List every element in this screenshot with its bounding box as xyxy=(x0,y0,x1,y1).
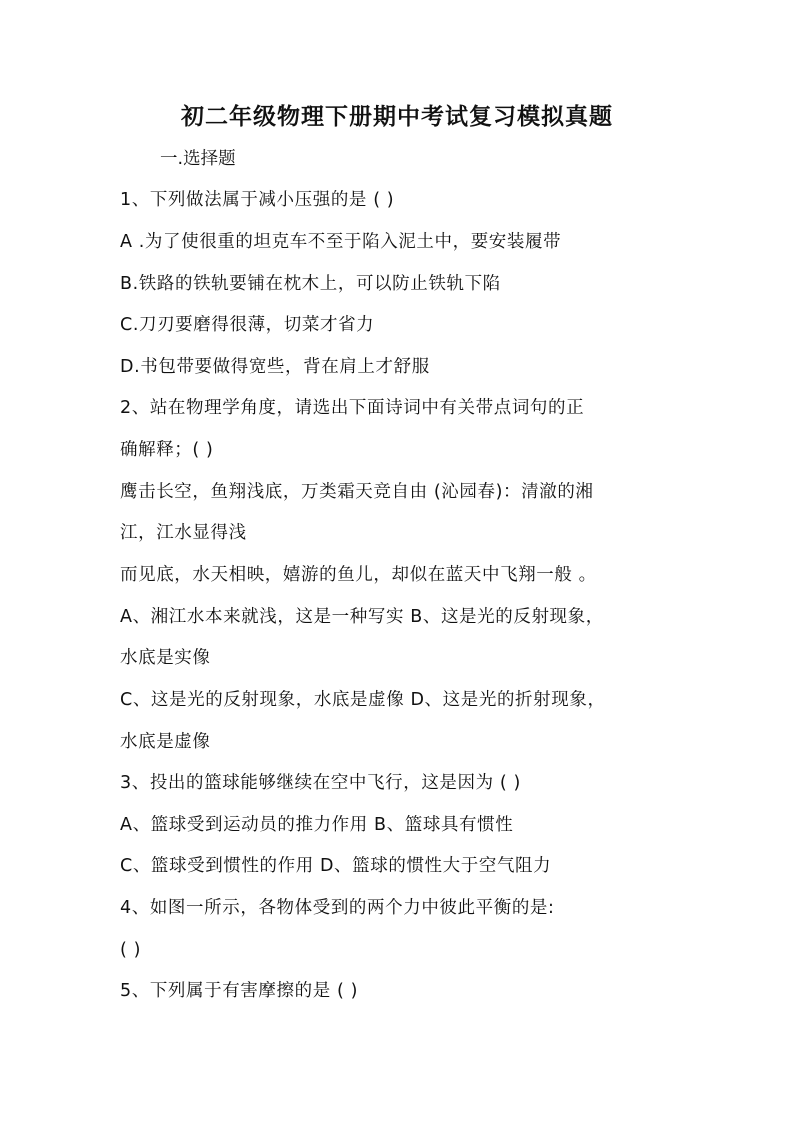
question-1-option-c: C.刀刃要磨得很薄，切菜才省力 xyxy=(120,315,375,335)
question-1-stem: 1、下列做法属于减小压强的是 ( ) xyxy=(120,190,395,210)
question-1-option-d: D.书包带要做得宽些，背在肩上才舒服 xyxy=(120,357,430,377)
question-3-stem: 3、投出的篮球能够继续在空中飞行，这是因为 ( ) xyxy=(120,773,521,793)
question-2-options-cd: C、这是光的反射现象，水底是虚像 D、这是光的折射现象， xyxy=(120,690,606,710)
question-3-options-ab: A、篮球受到运动员的推力作用 B、篮球具有惯性 xyxy=(120,815,514,835)
question-5-stem: 5、下列属于有害摩擦的是 ( ) xyxy=(120,981,359,1001)
question-2-poem-continued: 江，江水显得浅 xyxy=(120,523,247,543)
question-2-poem: 鹰击长空，鱼翔浅底，万类霜天竞自由 (沁园春)：清澈的湘 xyxy=(120,482,594,502)
question-4-blank: ( ) xyxy=(120,940,142,960)
question-1-option-b: B.铁路的铁轨要铺在枕木上，可以防止铁轨下陷 xyxy=(120,274,501,294)
question-2-poem-end: 而见底，水天相映，嬉游的鱼儿，却似在蓝天中飞翔一般 。 xyxy=(120,565,597,585)
question-2-options-ab-continued: 水底是实像 xyxy=(120,648,211,668)
question-2-options-cd-continued: 水底是虚像 xyxy=(120,732,211,752)
question-2-options-ab: A、湘江水本来就浅，这是一种写实 B、这是光的反射现象， xyxy=(120,607,604,627)
section-heading: 一.选择题 xyxy=(160,149,236,169)
question-4-stem: 4、如图一所示，各物体受到的两个力中彼此平衡的是: xyxy=(120,898,555,918)
question-2-stem-continued: 确解释；( ) xyxy=(120,440,214,460)
question-3-options-cd: C、篮球受到惯性的作用 D、篮球的惯性大于空气阻力 xyxy=(120,856,552,876)
question-1-option-a: A .为了使很重的坦克车不至于陷入泥土中，要安装履带 xyxy=(120,232,562,252)
question-2-stem: 2、站在物理学角度，请选出下面诗词中有关带点词句的正 xyxy=(120,398,585,418)
document-title: 初二年级物理下册期中考试复习模拟真题 xyxy=(181,103,613,130)
